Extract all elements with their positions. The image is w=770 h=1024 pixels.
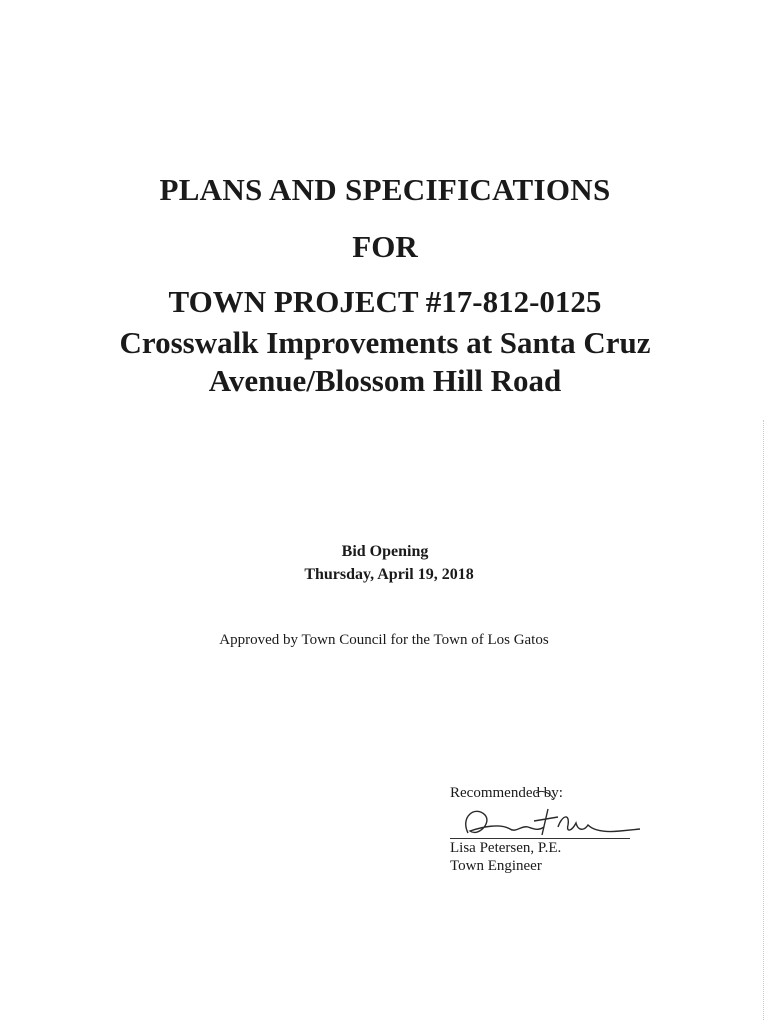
signature-line [450,838,630,839]
for-heading: FOR [352,229,418,264]
project-number: TOWN PROJECT #17-812-0125 [168,284,602,319]
project-name-line-1: Crosswalk Improvements at Santa Cruz [119,325,651,360]
signer-title: Town Engineer [450,858,542,874]
bid-opening-label: Bid Opening [341,543,429,560]
bid-opening-date: Thursday, April 19, 2018 [304,566,474,583]
approval-statement: Approved by Town Council for the Town of Los Gatos [219,632,549,648]
scan-edge-artifact [762,420,764,1020]
document-title: PLANS AND SPECIFICATIONS [159,172,611,207]
signer-name: Lisa Petersen, P.E. [450,840,562,856]
recommended-by-label: Recommended by: [450,785,563,801]
project-name [0,324,770,400]
project-name-line-2: Avenue/Blossom Hill Road [208,363,562,398]
